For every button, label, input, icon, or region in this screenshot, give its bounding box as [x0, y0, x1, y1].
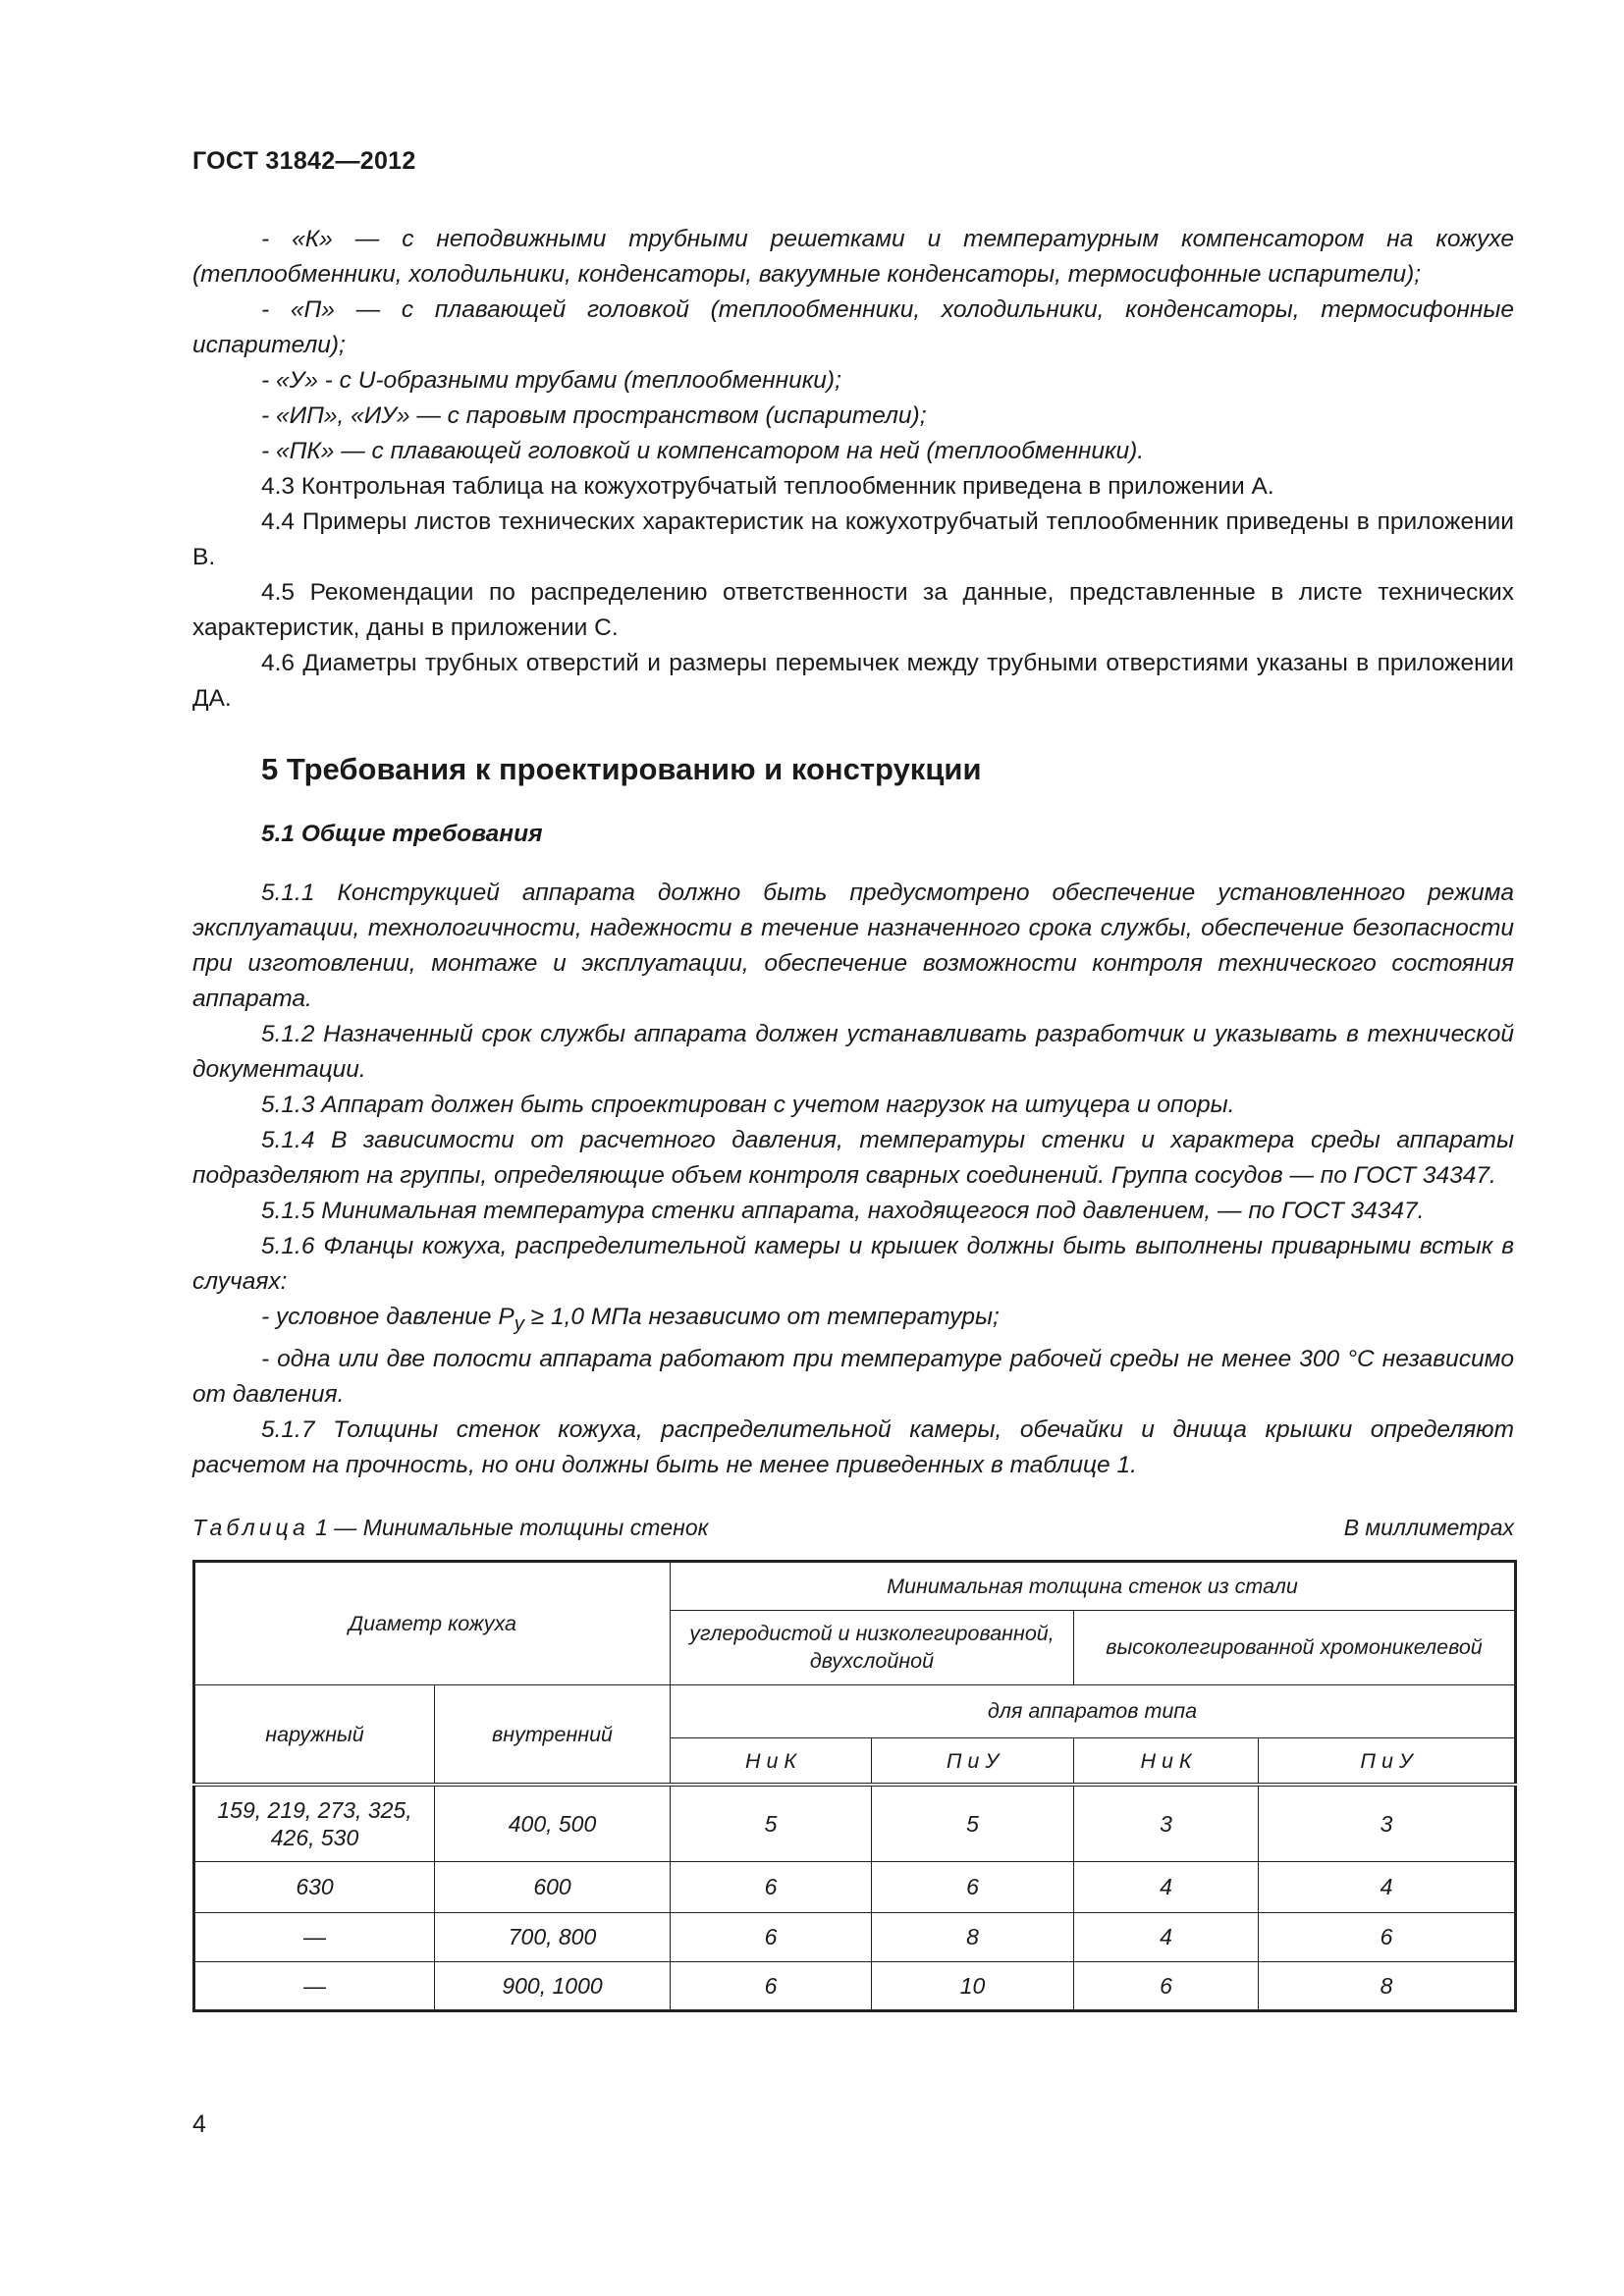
- cell-value: 6: [1259, 1912, 1516, 1961]
- header-min-thickness: Минимальная толщина стенок из стали: [671, 1561, 1516, 1610]
- paragraph-5-1-5: 5.1.5 Минимальная температура стенки аппарата, находящегося под давлением, — по ГОСТ 34347.: [261, 1198, 1425, 1224]
- bullet-pressure: [192, 1300, 1514, 1342]
- cell-value: 8: [872, 1912, 1074, 1961]
- table-row: [194, 1861, 1516, 1912]
- cell-value: 4: [1259, 1861, 1516, 1912]
- list-item: - «У» - с U-образными трубами (теплообменники);: [261, 367, 841, 394]
- table-caption-label: Таблица: [192, 1514, 309, 1540]
- cell-outer: 159, 219, 273, 325, 426, 530: [194, 1785, 435, 1861]
- list-item: - «К» — с неподвижными трубными решетками и температурным компенсатором на кожухе (теплообменники, холодильники, конденсаторы, вакуумные конденсаторы, термосифонные испарители);: [192, 226, 1514, 288]
- cell-inner: 900, 1000: [435, 1961, 671, 2010]
- paragraph-5-1-7: 5.1.7 Толщины стенок кожуха, распределительной камеры, обечайки и днища крышки определяют расчетом на прочность, но они должны быть не менее приведенных в таблице 1.: [192, 1415, 1514, 1478]
- table-units: В миллиметрах: [1343, 1514, 1514, 1540]
- header-type: Н и К: [671, 1737, 872, 1785]
- cell-inner: 600: [435, 1861, 671, 1912]
- document-header: ГОСТ 31842—2012: [192, 147, 416, 175]
- cell-outer: —: [194, 1961, 435, 2010]
- cell-value: 3: [1259, 1785, 1516, 1861]
- cell-value: 6: [671, 1912, 872, 1961]
- list-item: - «П» — с плавающей головкой (теплообменники, холодильники, конденсаторы, термосифонные испарители);: [192, 296, 1514, 358]
- section-title: 5 Требования к проектированию и конструкции: [261, 752, 982, 786]
- paragraph-4-3: 4.3 Контрольная таблица на кожухотрубчатый теплообменник приведена в приложении А.: [261, 473, 1274, 500]
- cell-value: 6: [671, 1861, 872, 1912]
- header-high-alloy-steel: высоколегированной хромоникелевой: [1074, 1610, 1516, 1684]
- wall-thickness-table: [192, 1560, 1517, 2012]
- bullet-pressure-sub: y: [514, 1312, 524, 1335]
- bullet-pressure-post: ≥ 1,0 МПа независимо от температуры;: [523, 1304, 1000, 1330]
- cell-value: 6: [1074, 1961, 1259, 2010]
- header-diameter: Диаметр кожуха: [194, 1561, 671, 1684]
- table-row: [194, 1785, 1516, 1861]
- cell-value: 4: [1074, 1861, 1259, 1912]
- header-inner: внутренний: [435, 1684, 671, 1785]
- header-for-type: для аппаратов типа: [671, 1684, 1516, 1737]
- cell-value: 8: [1259, 1961, 1516, 2010]
- page-number: 4: [192, 2110, 206, 2138]
- subsection-title: 5.1 Общие требования: [261, 821, 543, 847]
- paragraph-5-1-4: 5.1.4 В зависимости от расчетного давления, температуры стенки и характера среды аппараты подразделяют на группы, определяющие объем контроля сварных соединений. Группа сосудов — по ГОСТ 34347.: [192, 1127, 1514, 1189]
- table-caption-row: [192, 1513, 1514, 1542]
- paragraph-4-6: 4.6 Диаметры трубных отверстий и размеры перемычек между трубными отверстиями указаны в приложении ДА.: [192, 650, 1514, 712]
- paragraph-4-5: 4.5 Рекомендации по распределению ответственности за данные, представленные в листе технических характеристик, даны в приложении С.: [192, 579, 1514, 641]
- cell-value: 6: [671, 1961, 872, 2010]
- cell-outer: 630: [194, 1861, 435, 1912]
- list-item: - «ИП», «ИУ» — с паровым пространством (испарители);: [261, 402, 927, 429]
- cell-value: 3: [1074, 1785, 1259, 1861]
- paragraph-5-1-1: 5.1.1 Конструкцией аппарата должно быть предусмотрено обеспечение установленного режима эксплуатации, технологичности, надежности в течение назначенного срока службы, обеспечение безопасности при изготовлении, монтаже и эксплуатации, обеспечение возможности контроля технического состояния аппарата.: [192, 880, 1514, 1012]
- table-row: [194, 1912, 1516, 1961]
- page-content: [192, 222, 1514, 2012]
- table-row: [194, 1961, 1516, 2010]
- cell-value: 5: [872, 1785, 1074, 1861]
- list-item: - «ПК» — с плавающей головкой и компенсатором на ней (теплообменники).: [261, 438, 1145, 464]
- bullet-pressure-pre: - условное давление P: [261, 1304, 514, 1330]
- cell-value: 4: [1074, 1912, 1259, 1961]
- paragraph-5-1-6: 5.1.6 Фланцы кожуха, распределительной камеры и крышек должны быть выполнены приварными встык в случаях:: [192, 1233, 1514, 1295]
- bullet-temperature: - одна или две полости аппарата работают при температуре рабочей среды не менее 300 °С независимо от давления.: [192, 1345, 1514, 1408]
- cell-value: 6: [872, 1861, 1074, 1912]
- header-type: Н и К: [1074, 1737, 1259, 1785]
- header-type: П и У: [872, 1737, 1074, 1785]
- paragraph-5-1-2: 5.1.2 Назначенный срок службы аппарата должен устанавливать разработчик и указывать в технической документации.: [192, 1021, 1514, 1083]
- header-outer: наружный: [194, 1684, 435, 1785]
- header-carbon-steel: углеродистой и низколегированной, двухслойной: [671, 1610, 1074, 1684]
- cell-inner: 700, 800: [435, 1912, 671, 1961]
- paragraph-5-1-3: 5.1.3 Аппарат должен быть спроектирован с учетом нагрузок на штуцера и опоры.: [261, 1092, 1235, 1118]
- cell-inner: 400, 500: [435, 1785, 671, 1861]
- cell-value: 10: [872, 1961, 1074, 2010]
- cell-outer: —: [194, 1912, 435, 1961]
- cell-value: 5: [671, 1785, 872, 1861]
- table-caption: [192, 1513, 708, 1542]
- header-type: П и У: [1259, 1737, 1516, 1785]
- paragraph-4-4: 4.4 Примеры листов технических характеристик на кожухотрубчатый теплообменник приведены в приложении В.: [192, 508, 1514, 570]
- table-caption-text: 1 — Минимальные толщины стенок: [308, 1514, 709, 1540]
